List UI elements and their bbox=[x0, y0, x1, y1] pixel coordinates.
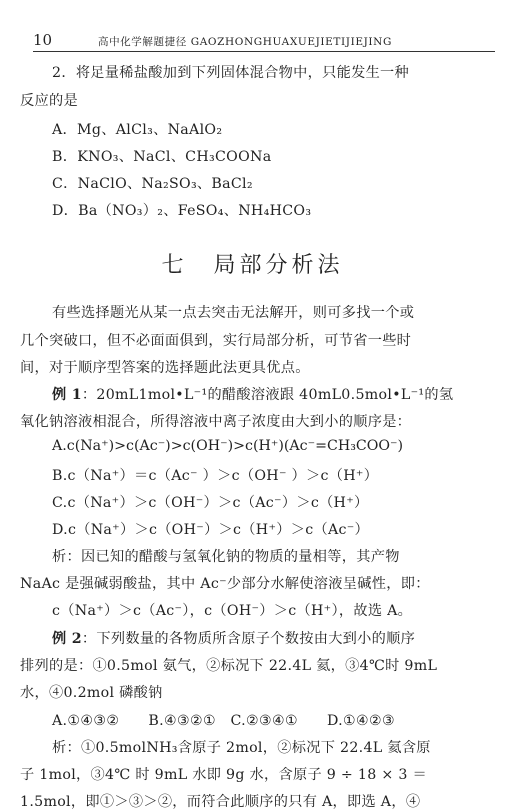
example-1-text: ：20mL1mol•L⁻¹的醋酸溶液跟 40mL0.5mol•L⁻¹的氢 bbox=[81, 387, 454, 403]
example-1-line-2: 氧化钠溶液相混合，所得溶液中离子浓度由大到小的顺序是： bbox=[20, 414, 412, 430]
q2-line-2: 反应的是 bbox=[20, 93, 78, 109]
example-1-label: 例 1 bbox=[52, 387, 82, 403]
example-2-text: ：下列数量的各物质所含原子个数按由大到小的顺序 bbox=[81, 631, 416, 647]
header-rule bbox=[33, 51, 495, 52]
intro-line-2: 几个突破口，但不必面面俱到，实行局部分析，可节省一些时 bbox=[20, 333, 412, 349]
example-1-analysis-2: NaAc 是强碱弱酸盐，其中 Ac⁻少部分水解使溶液呈碱性，即： bbox=[20, 576, 430, 592]
q2-line-1: 2．将足量稀盐酸加到下列固体混合物中，只能发生一种 bbox=[52, 65, 410, 81]
q2-option-d: D．Ba（NO₃）₂、FeSO₄、NH₄HCO₃ bbox=[52, 203, 312, 219]
example-2-line-2: 排列的是：①0.5mol 氨气，②标况下 22.4L 氦，③4℃时 9mL bbox=[20, 658, 438, 674]
example-1-option-b: B.c（Na⁺）＝c（Ac⁻ ）＞c（OH⁻ ）＞c（H⁺） bbox=[52, 468, 379, 484]
q2-option-c: C．NaClO、Na₂SO₃、BaCl₂ bbox=[52, 176, 253, 192]
example-1-option-c: C.c（Na⁺）＞c（OH⁻）＞c（Ac⁻）＞c（H⁺） bbox=[52, 495, 369, 511]
q2-option-a: A．Mg、AlCl₃、NaAlO₂ bbox=[52, 122, 223, 138]
page-header bbox=[33, 31, 495, 51]
example-1-analysis-1: 析：因已知的醋酸与氢氧化钠的物质的量相等，其产物 bbox=[52, 549, 400, 565]
example-1-option-d: D.c（Na⁺）＞c（OH⁻）＞c（H⁺）＞c（Ac⁻） bbox=[52, 522, 370, 538]
example-1-option-a: A.c(Na⁺)>c(Ac⁻)>c(OH⁻)>c(H⁺)(Ac⁻=CH₃COO⁻) bbox=[52, 438, 404, 454]
intro-line-1: 有些选择题光从某一点去突击无法解开，则可多找一个或 bbox=[52, 305, 415, 321]
example-1-line-1 bbox=[52, 384, 453, 404]
example-2-analysis-3: 1.5mol，即①＞③＞②，而符合此顺序的只有 A，即选 A，④ bbox=[20, 794, 421, 810]
example-1-analysis-3: c（Na⁺）＞c（Ac⁻），c（OH⁻）＞c（H⁺），故选 A。 bbox=[52, 603, 413, 619]
intro-line-3: 间，对于顺序型答案的选择题此法更具优点。 bbox=[20, 360, 310, 376]
section-title: 七 局部分析法 bbox=[161, 253, 344, 278]
example-2-analysis-1: 析：①0.5molNH₃含原子 2mol，②标况下 22.4L 氦含原 bbox=[52, 740, 431, 756]
example-2-analysis-2: 子 1mol，③4℃ 时 9mL 水即 9g 水，含原子 9 ÷ 18 × 3 ＝ bbox=[20, 767, 428, 783]
q2-option-b: B．KNO₃、NaCl、CH₃COONa bbox=[52, 149, 272, 165]
example-2-line-1 bbox=[52, 628, 415, 648]
example-2-choices: A.①④③② B.④③②① C.②③④① D.①④②③ bbox=[52, 713, 396, 729]
example-2-line-3: 水，④0.2mol 磷酸钠 bbox=[20, 685, 163, 701]
example-2-label: 例 2 bbox=[52, 631, 82, 647]
page-number: 10 bbox=[33, 31, 53, 49]
running-title: 高中化学解题捷径 GAOZHONGHUAXUEJIETIJIEJING bbox=[98, 36, 392, 48]
